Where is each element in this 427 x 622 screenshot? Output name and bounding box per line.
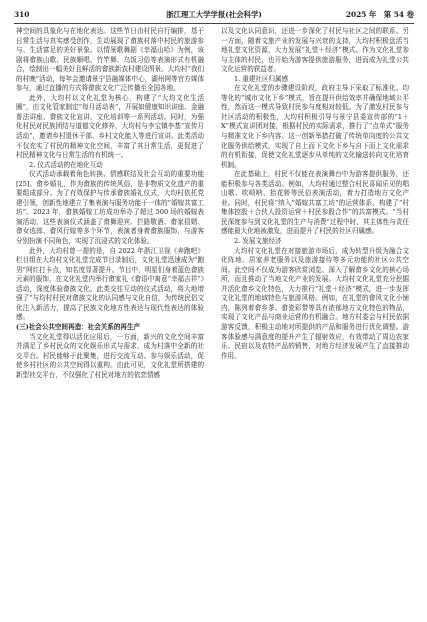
section-heading: (三)社会公共空间再造：社会关系的再生产 (16, 322, 141, 331)
body-paragraph: 此外，大均村以文化礼堂为核心，构建了“大均文化生活圈”，由文化管家制定“每月活动表”，开展如健康知识讲座、金融普法讲座、畲族文化宣讲、文化培训等一系列活动。同时，为强化村民对民族团结与道德文化修养，大均村与李宝镇李基“宣传月活动”，邀请乡村退休干部、乡村文化能人等进行宣讲。此类活动不仅充实了村民的精神文化空间，丰富了其日常生活，更促进了村民精神文化与日常生活的有机统一。 (16, 93, 204, 160)
body-paragraph: 神空间的具象化与在地化表达。这些节日由村民自行编排，基于日常生活与真实感受创作，生动展现了畲族村落中村民的旅游参与、生活富足的美好景象。以情景歌舞剧《幸福山哈》为例，该剧将畲族山歌、民族顺唱、竹竿舞、乌饭习俗等表演形式有机融合，绘制出一幅美好且鲜活的畲族新农村建设图景。大均村“我们的村晚”活动，每年会邀请景宁县融媒体中心，湖州网等官方媒体参与，通过直播的方式将畲族文化广泛传播至全国各地。 (16, 27, 204, 93)
body-paragraph: 在文化礼堂的步骤建设阶段，政府主导下采取了标准化、均等化的“城市文化下乡”模式，旨在提升供给效率并确保地域公平性，然而这一模式导致村民参与度相对较低。为了激发村民参与社区活动的积极性，大均村积极引导与景宁县委宣传部的“1＋X”模式宣讲团对接，根据村民的实际需求，推行了“点单式”服务与精准文化下乡内容。这一创新举措打破了传统单向度的公共文化服务供给模式，实现了自上而下文化下乡与自下而上文化需求的有机衔接，促使文化礼堂逐步从单纯的文化输送转向文化培育机制。 (221, 84, 409, 169)
body-paragraph: 仪式活动承载着角色转换、情感联结及社会互动的重要功能[25]。畲乡婚礼，作为畲族的传统风俗，是非物质文化遗产的重要组成部分。为了有效保护与传承畲族婚礼仪式，大均村依托党建引领，创新性地建立了集表演与服务功能于一体的“婚嫁共富工坊”。2023 年，畲族婚嫁工坊成功举办了超过 500 场的婚嫁表演活动，这些表演仪式涵盖了畲舞迎宾、拦路敬酒、畲家招婿、畲女选郎、畲风行嫁等多个环节，表演者身着畲族服饰，与游客分别扮演不同角色，实现了沉浸式的文化体验。 (16, 170, 204, 246)
right-column (221, 27, 409, 361)
body-paragraph: 在此基础上，村民不仅能在表演舞台中为游客提供服务，还能积极参与各类活动。例如，大均村通过整合村民喜闻乐见的唱山歌、吹唢呐、抬花轿等民俗表演活动，着力打造地方文化产业。同时，村民将“纳入”婚嫁共富工坊”的运营体系，构建了“村集体控股＋合伙人投资运营＋村民参股合作”的共富模式。“当村民深度参与到文化礼堂的生产与消费”过程中时，其主体性与责任感能最大化地被激发，进而提升了村民的社区归属感。 (221, 170, 409, 236)
page-header (14, 8, 414, 22)
journal-title: 浙江理工大学学报(社会科学) (166, 10, 262, 19)
header-rule (14, 23, 414, 24)
body-paragraph: 大均村文化礼堂在对接旅游市场后，成为转型升级为融合文化阵地、居家养老服务以及旅游接待等多元功能的社区公共空间。此空间不仅成为游客欣赏浏览、深入了解畲乡文化的核心场所，而且推动了当地文化产业的发展。大均村文化礼堂充分挖掘并活化畲乡文化特色，大力推行“礼堂＋经济”模式，进一步发挥文化礼堂的地域特色与旅游风格。例如，在礼堂的畲风文化小铺内，陈列着畲乡茶、畲瓷彩带等具有浓郁地方文化特色的物品，实现了文化产品与商业运营的有机融合。地方村委会与村民依据游客反馈，积极主动地对所提供的产品和服务进行优化调整。游客体验感与满意度的提升产生了辐射效应，有效带动了周边农家乐、民宿以及农特产品的销售，对地方经济发展产生了直接推动作用。 (221, 246, 409, 360)
issue-info: 2025 年 第 54 卷 (345, 10, 414, 19)
section-heading: 1. 重建社区归属感 (234, 74, 289, 83)
page-number: 310 (14, 10, 30, 19)
body-paragraph: 此外，大均村曾一提的是，自 2022 年浙江卫视《奔跑吧》栏目组在大均村文化礼堂完成节目录制后，文化礼堂迅速成为“跑男”网红打卡点，知名度显著提升。节目中，明星们身着蓝色畲族元素的服饰，在文化礼堂内举行畲家礼《畲语中寓意“幸福吉祥”》活动，深度体验畲族文化。此类交往互动的仪式活动，将大地增强了“与均村村民对畲族文化的认同感与文化自信，为传统民俗文化注入新活力，提高了民族文化地方性表达与现代性表达的体验感。 (16, 246, 204, 322)
section-heading: 2. 仪式活动的在地化互动 (29, 160, 103, 169)
body-paragraph: 当文化礼堂得以活化应用后，一方面，新兴的文化空间丰富并满足了乡村民众的文化娱乐形式与需求，成为村落中全新的社交平台。村民能够于此聚集，进行交流互动、参与娱乐活动，促使乡村社区的公共空间得以重构。由此可见，文化礼堂所搭建的新型社交平台，不仅强化了村民对地方的依恋情感 (16, 332, 204, 379)
body-paragraph: 以及文化认同意识，还进一步深化了村民与社区之间的联系。另一方面，随着文旅产业的发展与兴衰的支持，大均村积极盘活当地礼堂文化资源，大力发展“礼堂＋经济”模式。作为文化礼堂参与主体的村民，也开始为游客提供旅游服务，进而成为礼堂公共文化运营的获益者。 (221, 27, 409, 74)
section-heading: 2. 发展文旅经济 (234, 237, 282, 246)
left-column (16, 27, 204, 380)
